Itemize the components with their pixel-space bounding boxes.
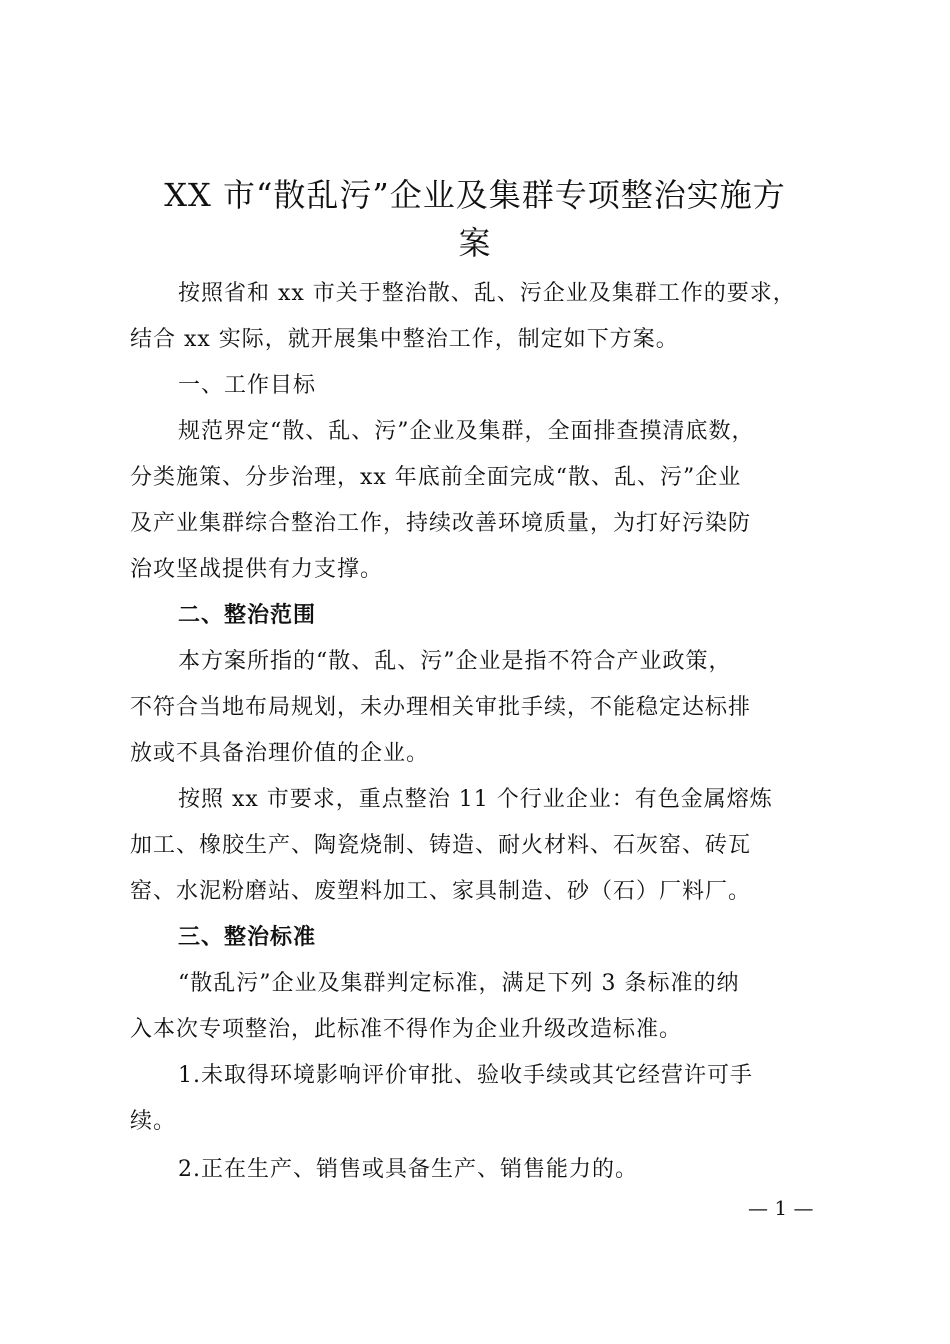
list-item-1-continued: 续。 <box>130 1109 177 1134</box>
body-text-line: 窑、水泥粉磨站、废塑料加工、家具制造、砂（石）厂料厂。 <box>130 879 752 904</box>
list-item-2: 2.正在生产、销售或具备生产、销售能力的。 <box>178 1157 638 1182</box>
body-text-line: “散乱污”企业及集群判定标准，满足下列 3 条标准的纳 <box>178 971 740 996</box>
body-text-line: 放或不具备治理价值的企业。 <box>130 741 430 766</box>
body-text-line: 分类施策、分步治理，xx 年底前全面完成“散、乱、污”企业 <box>130 465 742 490</box>
body-text-line: 治攻坚战提供有力支撑。 <box>130 557 384 582</box>
document-title-line-2: 案 <box>458 224 492 262</box>
body-text-line: 及产业集群综合整治工作，持续改善环境质量，为打好污染防 <box>130 511 752 536</box>
section-heading-3: 三、整治标准 <box>178 924 317 950</box>
list-item-1: 1.未取得环境影响评价审批、验收手续或其它经营许可手 <box>178 1063 753 1088</box>
body-text-line: 按照 xx 市要求，重点整治 11 个行业企业：有色金属熔炼 <box>178 787 773 812</box>
page-number: — 1 — <box>748 1196 814 1220</box>
section-heading-1: 一、工作目标 <box>178 373 317 398</box>
body-text-line: 按照省和 xx 市关于整治散、乱、污企业及集群工作的要求， <box>178 281 796 306</box>
document-title-line-1: XX 市“散乱污”企业及集群专项整治实施方 <box>164 176 786 214</box>
body-text-line: 结合 xx 实际，就开展集中整治工作，制定如下方案。 <box>130 327 679 352</box>
body-text-line: 入本次专项整治，此标准不得作为企业升级改造标准。 <box>130 1017 683 1042</box>
body-text-line: 加工、橡胶生产、陶瓷烧制、铸造、耐火材料、石灰窑、砖瓦 <box>130 833 752 858</box>
body-text-line: 不符合当地布局规划，未办理相关审批手续，不能稳定达标排 <box>130 695 752 720</box>
body-text-line: 规范界定“散、乱、污”企业及集群，全面排查摸清底数， <box>178 419 755 444</box>
body-text-line: 本方案所指的“散、乱、污”企业是指不符合产业政策， <box>178 649 732 674</box>
section-heading-2: 二、整治范围 <box>178 602 317 628</box>
